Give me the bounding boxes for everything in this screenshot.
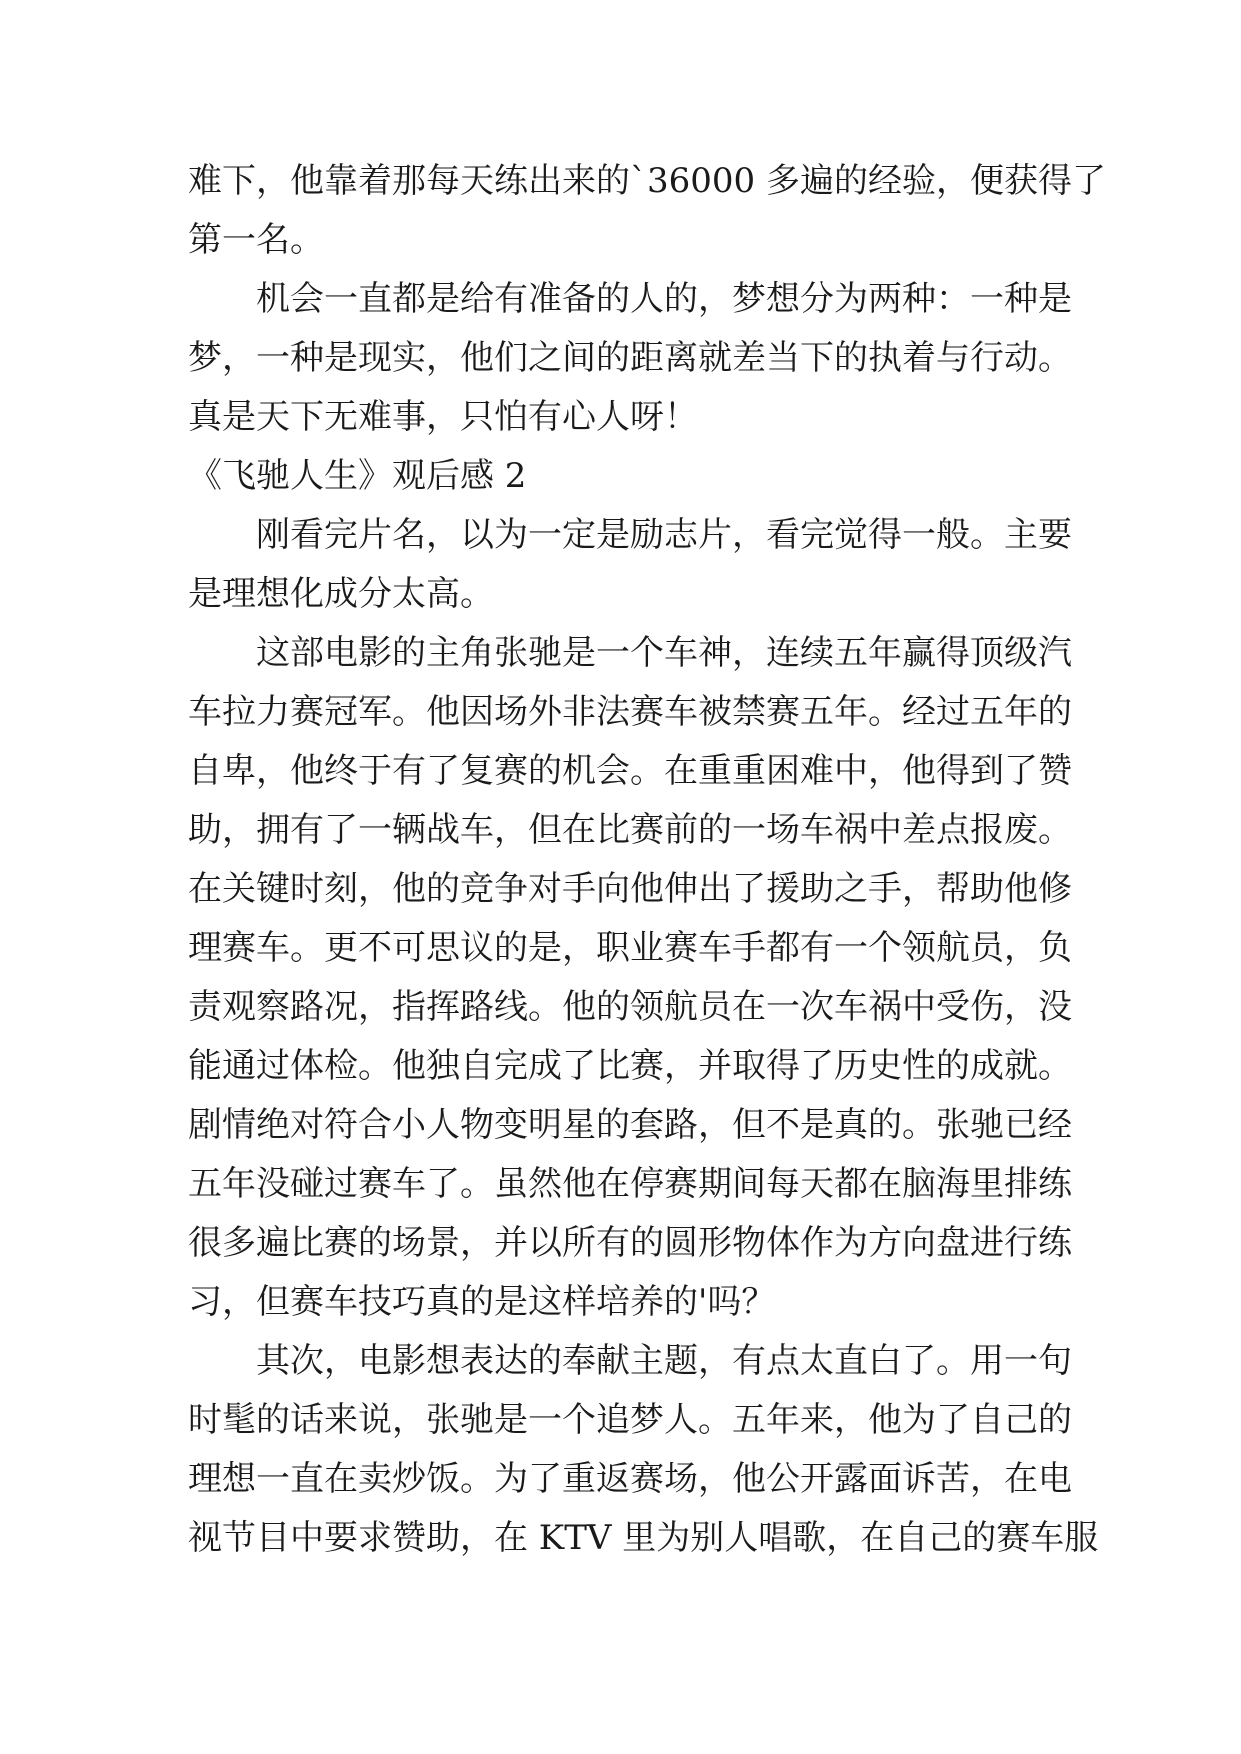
paragraph-line: 很多遍比赛的场景，并以所有的圆形物体作为方向盘进行练 — [188, 1223, 1072, 1263]
paragraph-line: 这部电影的主角张驰是一个车神，连续五年赢得顶级汽 — [256, 633, 1072, 673]
paragraph-line: 习，但赛车技巧真的是这样培养的'吗？ — [188, 1282, 776, 1322]
paragraph-line: 其次，电影想表达的奉献主题，有点太直白了。用一句 — [256, 1341, 1072, 1381]
paragraph-line: 难下，他靠着那每天练出来的`36000 多遍的经验，便获得了 — [188, 161, 1106, 201]
section-heading: 《飞驰人生》观后感 2 — [188, 456, 527, 496]
paragraph-line: 在关键时刻，他的竞争对手向他伸出了援助之手，帮助他修 — [188, 869, 1072, 909]
paragraph-line: 剧情绝对符合小人物变明星的套路，但不是真的。张驰已经 — [188, 1105, 1072, 1145]
document-body — [188, 152, 1106, 1568]
paragraph-line: 时髦的话来说，张驰是一个追梦人。五年来，他为了自己的 — [188, 1400, 1072, 1440]
paragraph-line: 真是天下无难事，只怕有心人呀！ — [188, 397, 698, 437]
paragraph-line: 助，拥有了一辆战车，但在比赛前的一场车祸中差点报废。 — [188, 810, 1072, 850]
paragraph-line: 梦，一种是现实，他们之间的距离就差当下的执着与行动。 — [188, 338, 1072, 378]
paragraph-line: 责观察路况，指挥路线。他的领航员在一次车祸中受伤，没 — [188, 987, 1072, 1027]
paragraph-line: 车拉力赛冠军。他因场外非法赛车被禁赛五年。经过五年的 — [188, 692, 1072, 732]
paragraph-line: 理赛车。更不可思议的是，职业赛车手都有一个领航员，负 — [188, 928, 1072, 968]
paragraph-line: 自卑，他终于有了复赛的机会。在重重困难中，他得到了赞 — [188, 751, 1072, 791]
paragraph-line: 刚看完片名，以为一定是励志片，看完觉得一般。主要 — [256, 515, 1072, 555]
paragraph-line: 是理想化成分太高。 — [188, 574, 494, 614]
paragraph-line: 五年没碰过赛车了。虽然他在停赛期间每天都在脑海里排练 — [188, 1164, 1072, 1204]
paragraph-line: 理想一直在卖炒饭。为了重返赛场，他公开露面诉苦，在电 — [188, 1459, 1072, 1499]
paragraph-line: 能通过体检。他独自完成了比赛，并取得了历史性的成就。 — [188, 1046, 1072, 1086]
paragraph-line: 视节目中要求赞助，在 KTV 里为别人唱歌，在自己的赛车服 — [188, 1518, 1099, 1558]
paragraph-line: 机会一直都是给有准备的人的，梦想分为两种：一种是 — [256, 279, 1072, 319]
paragraph-line: 第一名。 — [188, 220, 324, 260]
